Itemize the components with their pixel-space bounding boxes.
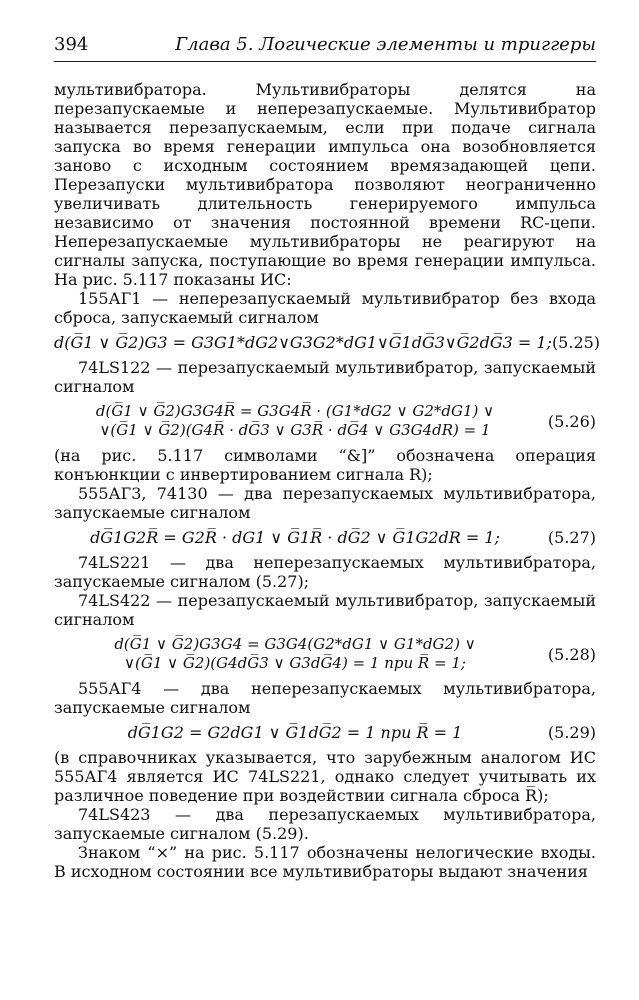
running-header	[54, 34, 596, 62]
equation-number: (5.27)	[547, 528, 596, 547]
equation-line: d(G̅1 ∨ G̅2)G3G4R̅ = G3G4R̅ · (G1*dG2 ∨ G2*dG1) ∨	[95, 402, 495, 420]
equation-5-25	[54, 333, 601, 352]
paragraph: 74LS423 — два перезапускаемых мультивибратора, запускаемые сигналом (5.29).	[54, 805, 596, 843]
paragraph: (в справочниках указывается, что зарубежным аналогом ИС 555АГ4 является ИС 74LS221, однако следует учитывать их различное поведение при воздействии сигнала сброса R̅);	[54, 748, 596, 805]
page-number: 394	[54, 34, 89, 55]
body-text	[54, 80, 601, 881]
paragraph: 74LS122 — перезапускаемый мультивибратор, запускаемый сигналом	[54, 358, 596, 396]
equation-5-28	[54, 635, 596, 673]
equation-line: dG̅1G2R̅ = G2R̅ · dG1 ∨ G̅1R̅ · dG̅2 ∨ G̅1G2dR = 1;	[90, 528, 500, 547]
paragraph: мультивибратора. Мультивибраторы делятся на перезапускаемые и неперезапускаемые. Мультивибратор называется перезапускаемым, если при подаче сигнала запуска во время генерации импульса она возобновляется заново с исходным состоянием времязадающей цепи. Перезапуски мультивибратора позволяют неограниченно увеличивать длительность генерируемого импульса независимо от значения постоянной времени RC-цепи. Неперезапускаемые мультивибраторы не реагируют на сигналы запуска, поступающие во время генерации импульса. На рис. 5.117 показаны ИС:	[54, 80, 596, 289]
equation-5-29	[54, 723, 596, 742]
equation-line: ∨(G̅1 ∨ G̅2)(G4R̅ · dG̅3 ∨ G3R̅ · dG̅4 ∨ G3G4dR) = 1	[99, 421, 491, 439]
paragraph: Знаком “×” на рис. 5.117 обозначены нелогические входы. В исходном состоянии все мультивибраторы выдают значения	[54, 843, 596, 881]
equation-5-26	[54, 402, 596, 440]
page	[54, 34, 601, 881]
equation-number: (5.28)	[547, 644, 596, 664]
paragraph: (на рис. 5.117 символами “&]” обозначена операция конъюнкции с инвертированием сигнала R);	[54, 446, 596, 484]
paragraph: 555АГ4 — два неперезапускаемых мультивибратора, запускаемые сигналом	[54, 679, 596, 717]
paragraph: 155АГ1 — неперезапускаемый мультивибратор без входа сброса, запускаемый сигналом	[54, 289, 596, 327]
paragraph: 74LS422 — перезапускаемый мультивибратор, запускаемый сигналом	[54, 591, 596, 629]
equation-line: dG̅1G2 = G2dG1 ∨ G̅1dG̅2 = 1 при R̅ = 1	[127, 723, 463, 742]
chapter-title: Глава 5. Логические элементы и триггеры	[175, 34, 596, 55]
equation-number: (5.25)	[551, 333, 601, 352]
equation-number: (5.29)	[547, 723, 596, 742]
paragraph: 74LS221 — два неперезапускаемых мультивибратора, запускаемые сигналом (5.27);	[54, 553, 596, 591]
equation-5-27	[54, 528, 596, 547]
equation-number: (5.26)	[547, 411, 596, 431]
equation-line: d(G̅1 ∨ G̅2)G3G4 = G3G4(G2*dG1 ∨ G1*dG2) ∨	[114, 635, 476, 653]
equation-line: d(G̅1 ∨ G̅2)G3 = G3G1*dG2∨G3G2*dG1∨G̅1dG̅3∨G̅2dG̅3 = 1;	[54, 333, 552, 352]
equation-line: ∨(G̅1 ∨ G̅2)(G4dG̅3 ∨ G3dG̅4) = 1 при R̅ = 1;	[124, 654, 466, 672]
paragraph: 555АГ3, 74130 — два перезапускаемых мультивибратора, запускаемые сигналом	[54, 484, 596, 522]
